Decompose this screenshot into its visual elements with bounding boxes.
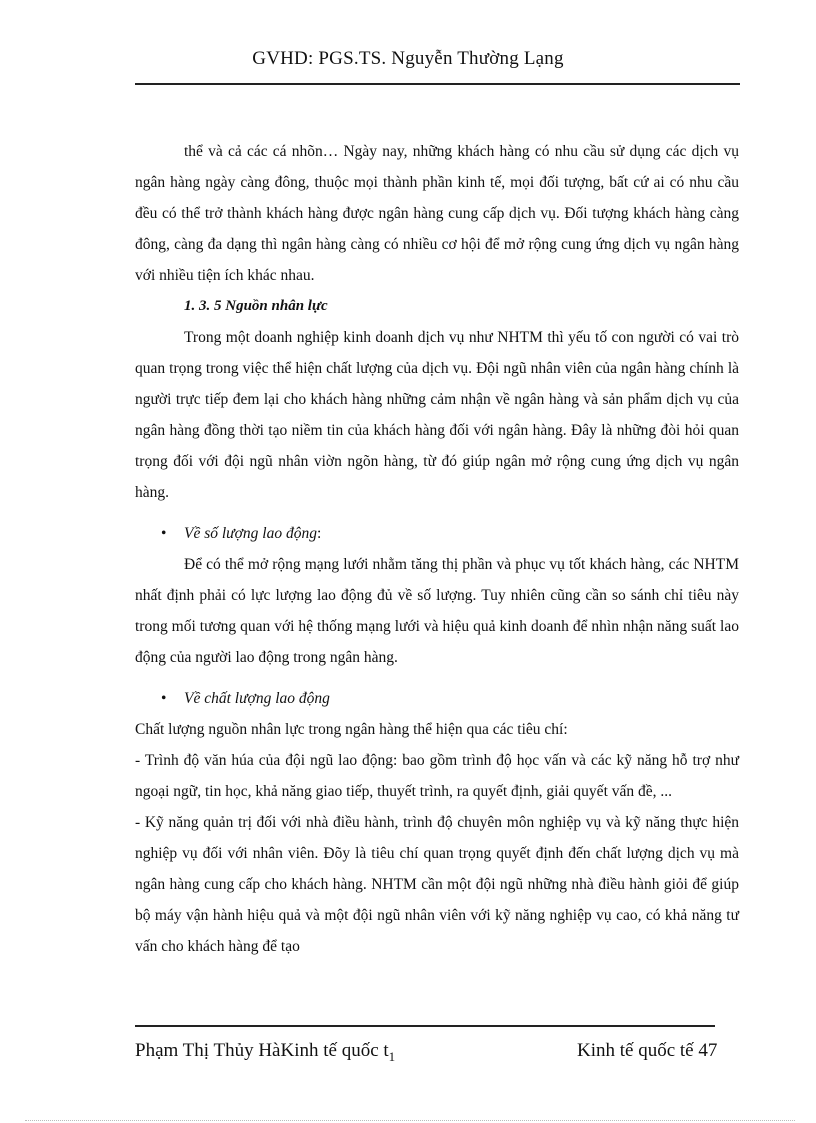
footer-rule (135, 1025, 715, 1027)
paragraph-quality-intro: Chất lượng nguồn nhân lực trong ngân hàng thể hiện qua các tiêu chí: (135, 721, 568, 738)
footer-page-number: Kinh tế quốc tế 47 (577, 1040, 718, 1061)
bullet-label: Về số lượng lao động (184, 525, 317, 542)
paragraph-human-resources: Trong một doanh nghiệp kinh doanh dịch vụ như NHTM thì yếu tố con người có vai trò quan trọng trong việc thể hiện chất lượng của dịch vụ. Đội ngũ nhân viên của ngân hàng chính là người trực tiếp đem lại cho khách hàng những cảm nhận về ngân hàng và sản phẩm dịch vụ của ngân hàng đồng thời tạo niềm tin của khách hàng đối với ngân hàng. Đây là những đòi hỏi quan trọng đối với đội ngũ nhân viờn ngõn hàng, từ đó giúp ngân mở rộng cung ứng dịch vụ ngân hàng. (135, 329, 739, 501)
paragraph-management-skills: - Kỹ năng quản trị đối với nhà điều hành, trình độ chuyên môn nghiệp vụ và kỹ năng thực hiện nghiệp vụ đối với nhân viên. Đõy là tiêu chí quan trọng quyết định đến chất lượng dịch vụ mà ngân hàng cung cấp cho khách hàng. NHTM cần một đội ngũ những nhà điều hành giỏi để giúp bộ máy vận hành hiệu quả và một đội ngũ nhân viên với kỹ năng nghiệp vụ cao, có khả năng tư vấn cho khách hàng để tạo (135, 814, 739, 955)
bullet-icon: • (161, 525, 167, 542)
footer-author-text: Phạm Thị Thủy HàKinh tế quốc t (135, 1040, 389, 1061)
paragraph-customers: thể và cả các cá nhõn… Ngày nay, những khách hàng có nhu cầu sử dụng các dịch vụ ngân hàng ngày càng đông, thuộc mọi thành phần kinh tế, mọi đối tượng, bất cứ ai có nhu cầu đều có thể trở thành khách hàng được ngân hàng cung cấp dịch vụ. Đối tượng khách hàng càng đông, càng đa dạng thì ngân hàng càng có nhiều cơ hội để mở rộng cung ứng dịch vụ ngân hàng với nhiều tiện ích khác nhau. (135, 143, 739, 284)
header-rule (135, 83, 740, 85)
footer-author (135, 1040, 395, 1065)
bullet-suffix: : (316, 525, 322, 542)
bullet-labor-quality (135, 683, 739, 714)
page-body (135, 136, 739, 962)
page-edge-dotted-line (25, 1120, 795, 1121)
bullet-label: Về chất lượng lao động (184, 690, 330, 707)
paragraph-labor-quantity: Để có thể mở rộng mạng lưới nhằm tăng thị phần và phục vụ tốt khách hàng, các NHTM nhất định phải có lực lượng lao động đủ về số lượng. Tuy nhiên cũng cần so sánh chỉ tiêu này trong mối tương quan với hệ thống mạng lưới và hiệu quả kinh doanh để nhìn nhận năng suất lao động của người lao động trong ngân hàng. (135, 556, 739, 666)
section-title: 1. 3. 5 Nguồn nhân lực (184, 298, 328, 314)
footer-author-sub: 1 (388, 1048, 396, 1064)
bullet-labor-quantity (135, 518, 739, 549)
paragraph-education-level: - Trình độ văn húa của đội ngũ lao động: bao gồm trình độ học vấn và các kỹ năng hỗ trợ như ngoại ngữ, tin học, khả năng giao tiếp, thuyết trình, ra quyết định, giải quyết vấn đề, ... (135, 752, 739, 800)
page-header: GVHD: PGS.TS. Nguyễn Thường Lạng (252, 48, 564, 69)
bullet-icon: • (161, 690, 167, 707)
